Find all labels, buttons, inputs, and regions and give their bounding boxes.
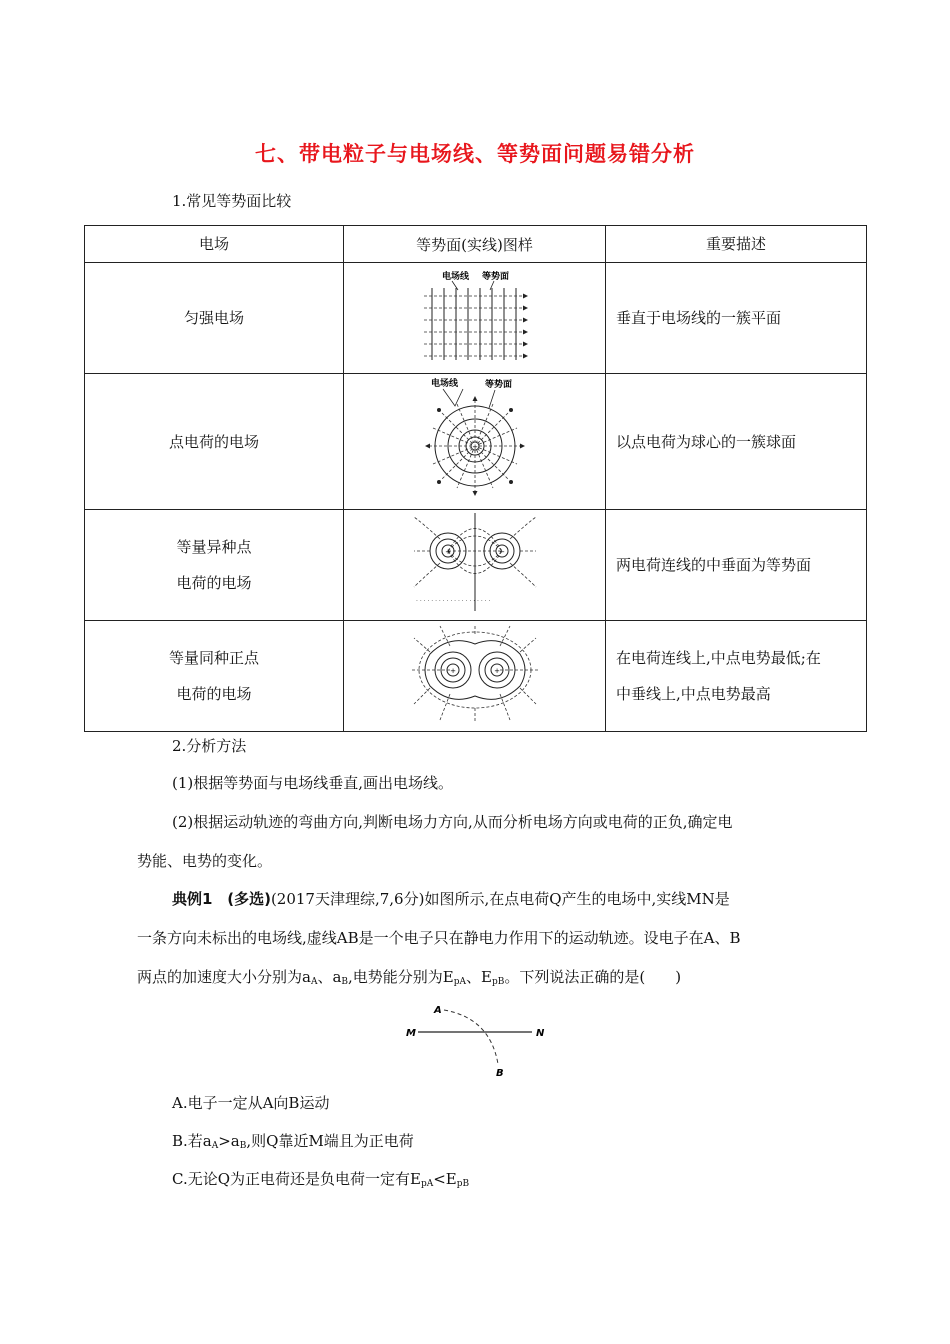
figure-cell [344,510,606,621]
svg-text:· · · · · · · · · · · · · · ·: · · · · · · · · · · · · · · · · · · · · [415,598,490,605]
svg-text:+: + [493,667,500,675]
point-charge-figure [405,376,545,504]
example-source: (2017天津理综,7,6分)如图所示,在点电荷Q产生的电场中,实线MN是 [270,890,730,908]
table-row [85,510,867,621]
table-row [85,621,867,732]
svg-text:+: + [444,548,451,556]
field-name: 匀强电场 [85,263,344,374]
equipotential-comparison-table [84,225,867,732]
figure-label-equipotential: 等势面 [481,272,509,282]
same-charges-figure [410,624,540,724]
description: 两电荷连线的中垂面为等势面 [606,510,867,621]
label-m: M [406,1028,416,1039]
figure-cell [344,374,606,510]
svg-text:+: + [471,442,478,451]
table-header-row [85,226,867,263]
field-name: 点电荷的电场 [85,374,344,510]
section-heading-1: 1.常见等势面比较 [172,192,292,210]
figure-label-field-line: 电场线 [430,378,458,389]
description: 垂直于电场线的一簇平面 [606,263,867,374]
field-name-cell [85,621,344,732]
field-name-line-2: 电荷的电场 [176,685,252,703]
header-figure: 等势面(实线)图样 [344,226,606,263]
label-b: B [496,1068,504,1079]
header-description: 重要描述 [606,226,867,263]
label-n: N [536,1028,545,1039]
opposite-charges-figure [410,511,540,615]
method-2-line-1: (2)根据运动轨迹的弯曲方向,判断电场力方向,从而分析电场方向或电荷的正负,确定电 [172,813,733,831]
example-line-2: 一条方向未标出的电场线,虚线AB是一个电子只在静电力作用下的运动轨迹。设电子在A、B [137,929,741,947]
page-title: 七、带电粒子与电场线、等势面问题易错分析 [255,142,695,166]
method-2-line-2: 势能、电势的变化。 [137,852,273,870]
figure-cell [344,621,606,732]
field-name-line-1: 等量同种正点 [168,649,259,667]
description-cell [606,621,867,732]
method-1: (1)根据等势面与电场线垂直,画出电场线。 [172,774,454,792]
uniform-field-figure [410,268,540,364]
trajectory-figure [400,1000,550,1080]
trajectory-ab [444,1010,498,1064]
svg-text:+: + [449,667,456,675]
label-a: A [434,1005,442,1016]
option-c: C.无论Q为正电荷还是负电荷一定有$E_{pA}<E_{pB}$ [172,1170,470,1189]
description: 以点电荷为球心的一簇球面 [606,374,867,510]
header-field: 电场 [85,226,344,263]
option-b: B.若$a_A>a_B$,则Q靠近M端且为正电荷 [172,1132,414,1151]
example-tag: (多选) [227,890,271,908]
example-line-3: 两点的加速度大小分别为$a_A$、$a_B$,电势能分别为$E_{pA}$、$E_{pB}$。下列说法正确的是( ) [137,968,682,987]
field-name-line-1: 等量异种点 [176,538,252,556]
svg-text:−: − [498,548,505,556]
section-heading-2: 2.分析方法 [172,737,247,755]
figure-label-field-line: 电场线 [441,272,469,282]
table-row [85,263,867,374]
description-line-2: 中垂线上,中点电势最高 [616,685,771,703]
figure-label-equipotential: 等势面 [484,379,512,390]
example-line-1 [172,889,730,909]
field-name-line-2: 电荷的电场 [176,574,252,592]
example-label: 典例1 [172,890,213,908]
field-name-cell [85,510,344,621]
option-a: A.电子一定从A向B运动 [172,1094,330,1112]
figure-cell [344,263,606,374]
table-row [85,374,867,510]
description-line-1: 在电荷连线上,中点电势最低;在 [616,649,821,667]
